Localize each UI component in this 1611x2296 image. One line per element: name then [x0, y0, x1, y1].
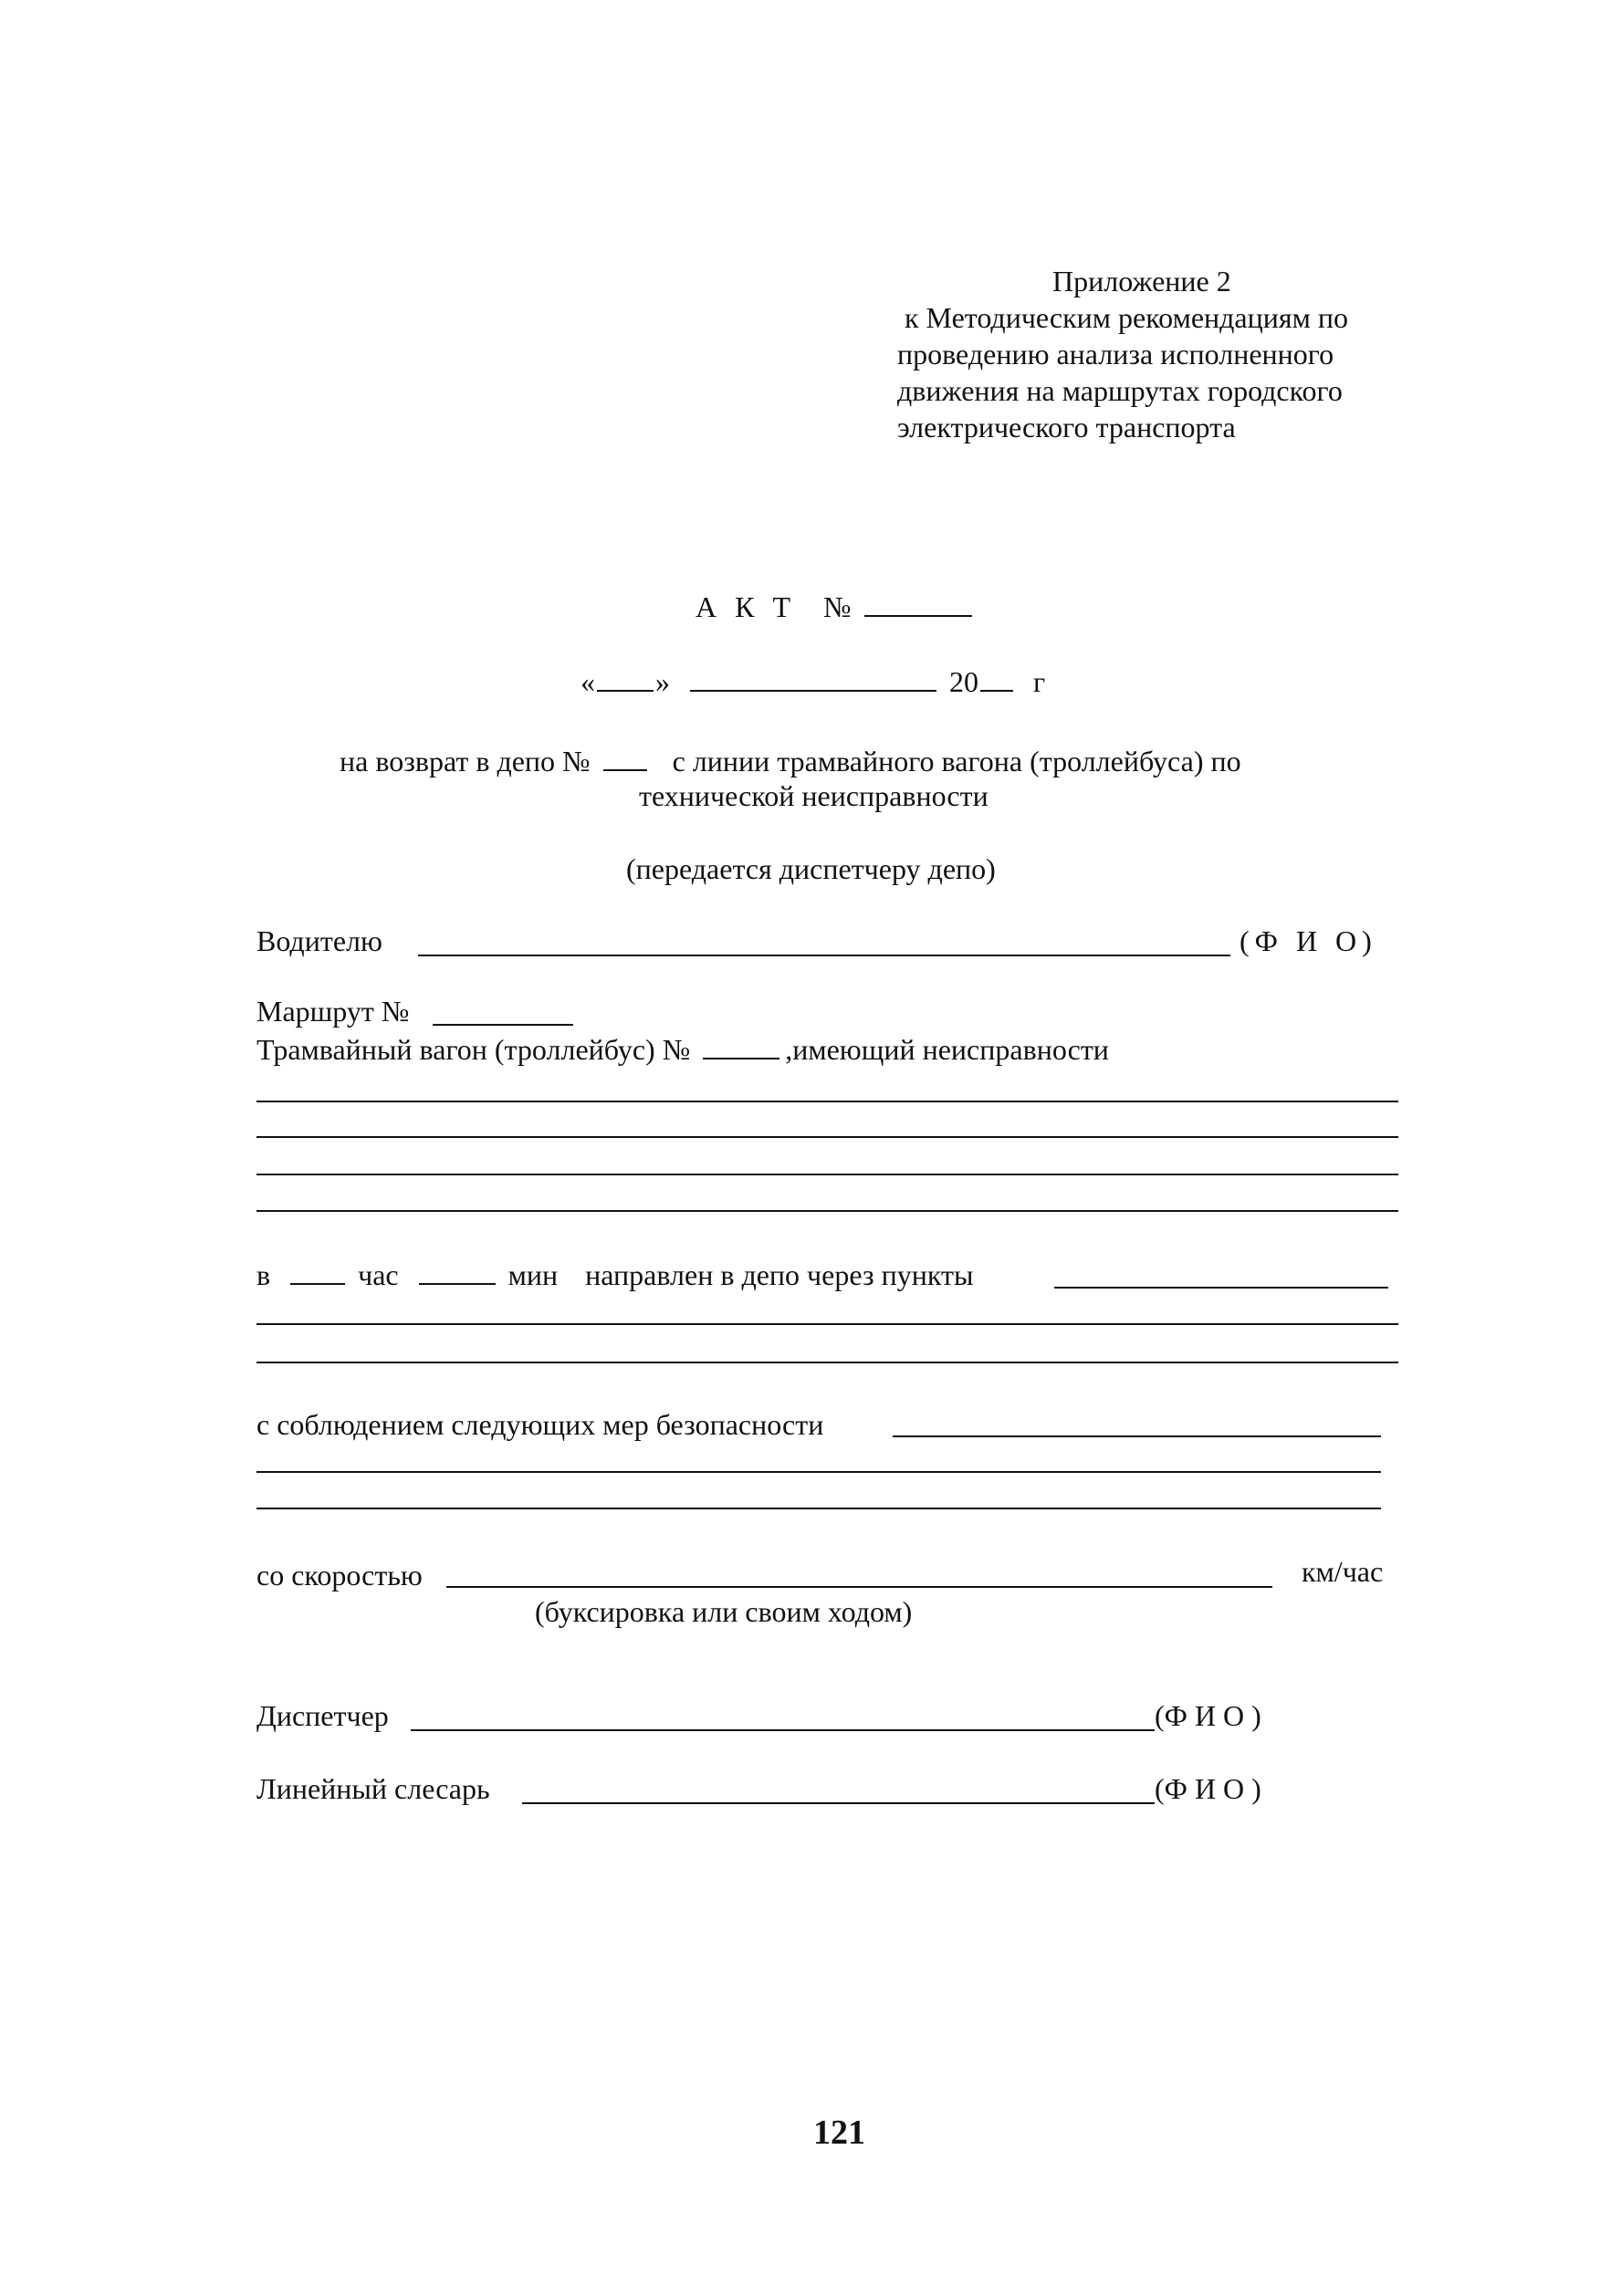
- depot-number-field[interactable]: [603, 746, 647, 771]
- appendix-line-1: Приложение 2: [1052, 265, 1231, 297]
- speed-field[interactable]: [446, 1586, 1272, 1588]
- defects-line-3[interactable]: [256, 1174, 1398, 1175]
- defects-line-1[interactable]: [256, 1101, 1398, 1102]
- time-line: [256, 1259, 973, 1289]
- hours-field[interactable]: [290, 1259, 345, 1285]
- appendix-line-3: проведению анализа исполненного: [897, 338, 1334, 370]
- page-number: 121: [813, 2113, 865, 2152]
- safety-line-3[interactable]: [256, 1508, 1381, 1509]
- fitter-name-field[interactable]: [522, 1802, 1155, 1804]
- purpose-line-1: [340, 746, 1241, 776]
- speed-note: (буксировка или своим ходом): [535, 1595, 913, 1628]
- route-number-field[interactable]: [433, 1024, 573, 1026]
- route-label: Маршрут №: [256, 995, 410, 1028]
- minutes-label: мин: [507, 1258, 559, 1291]
- act-title: А К Т: [696, 590, 796, 623]
- year-prefix: 20: [949, 665, 978, 698]
- safety-label: с соблюдением следующих мер безопасности: [256, 1408, 824, 1441]
- fitter-fio-hint: (Ф И О ): [1155, 1772, 1261, 1805]
- driver-name-field[interactable]: [418, 955, 1230, 956]
- year-field[interactable]: [980, 666, 1013, 692]
- dispatcher-name-field[interactable]: [411, 1729, 1155, 1731]
- month-field[interactable]: [690, 666, 936, 692]
- defects-line-2[interactable]: [256, 1136, 1398, 1138]
- hours-label: час: [358, 1258, 399, 1291]
- appendix-line-2: к Методическим рекомендациям по: [905, 301, 1348, 334]
- open-quote: «: [581, 665, 595, 698]
- act-title-line: [696, 591, 978, 621]
- appendix-header: [897, 263, 1348, 445]
- speed-label: со скоростью: [256, 1559, 423, 1592]
- purpose-line-2: технической неисправности: [639, 779, 989, 812]
- time-prefix: в: [256, 1258, 271, 1291]
- appendix-line-4: движения на маршрутах городского: [897, 374, 1343, 407]
- purpose-after-depot: с линии трамвайного вагона (троллейбуса) по: [672, 745, 1241, 778]
- safety-line-2[interactable]: [256, 1471, 1381, 1473]
- vehicle-label: Трамвайный вагон (троллейбус) №: [256, 1033, 691, 1066]
- day-field[interactable]: [597, 666, 654, 692]
- dispatcher-fio-hint: (Ф И О ): [1155, 1699, 1261, 1732]
- act-number-sign: №: [823, 590, 852, 623]
- speed-unit: км/час: [1302, 1555, 1384, 1588]
- vehicle-suffix: ,имеющий неисправности: [785, 1033, 1109, 1066]
- year-suffix: г: [1033, 665, 1046, 698]
- defects-line-4[interactable]: [256, 1210, 1398, 1212]
- dispatcher-label: Диспетчер: [256, 1699, 389, 1732]
- vehicle-number-field[interactable]: [703, 1034, 779, 1059]
- minutes-field[interactable]: [419, 1259, 496, 1285]
- directed-label: направлен в депо через пункты: [585, 1258, 974, 1291]
- act-number-field[interactable]: [864, 591, 972, 617]
- act-date-line: [581, 666, 1045, 696]
- route-points-line-3[interactable]: [256, 1362, 1398, 1363]
- driver-fio-hint: (Ф И О): [1240, 924, 1377, 957]
- purpose-before-depot: на возврат в депо №: [340, 745, 591, 778]
- act-note: (передается диспетчеру депо): [626, 852, 996, 885]
- close-quote: »: [655, 665, 670, 698]
- driver-label: Водителю: [256, 924, 382, 957]
- route-points-field[interactable]: [1054, 1287, 1388, 1289]
- fitter-label: Линейный слесарь: [256, 1772, 490, 1805]
- appendix-line-5: электрического транспорта: [897, 411, 1236, 444]
- route-points-line-2[interactable]: [256, 1323, 1398, 1325]
- vehicle-line: [256, 1034, 1109, 1064]
- safety-field[interactable]: [893, 1435, 1381, 1437]
